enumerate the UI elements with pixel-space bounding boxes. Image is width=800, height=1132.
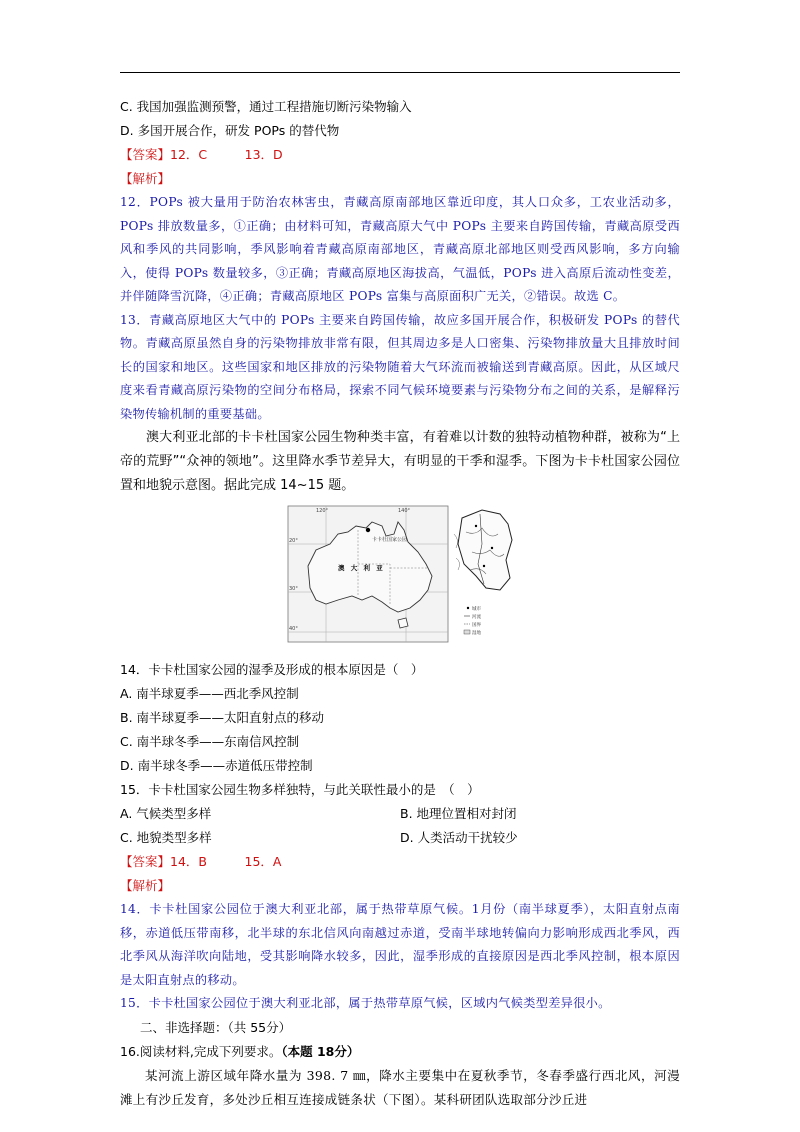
lon-label-120: 120° <box>316 508 329 514</box>
legend-item-border: 国界 <box>472 623 481 628</box>
q14-option-a: A. 南半球夏季——西北季风控制 <box>120 686 299 701</box>
analysis-tag: 【解析】 <box>120 171 171 186</box>
section-2-heading: 二、非选择题：（共 55分） <box>140 1019 292 1035</box>
lat-label-20: 20° <box>289 538 298 544</box>
explanation-14: 14．卡卡杜国家公园位于澳大利亚北部，属于热带草原气候。1月份（南半球夏季），太阳直射点南移，赤道低压带南移，北半球的东北信风向南越过赤道，受南半球地转偏向力影响形成西北季风，西北季风从海洋吹向陆地，受其影响降水较多，因此，湿季形成的直接原因是西北季风控制，根本原因是太阳直射点的移动。 <box>120 902 680 987</box>
document-page <box>120 95 680 1112</box>
legend-item-city: 城市 <box>472 607 481 612</box>
map-legend <box>464 605 481 636</box>
q15-option-d: D. 人类活动干扰较少 <box>400 830 518 845</box>
kakadu-map-figure <box>286 504 534 644</box>
lat-label-40: 40° <box>289 626 298 632</box>
q15-option-c: C. 地貌类型多样 <box>120 830 212 845</box>
q16-score: （本题 18分） <box>281 1043 360 1059</box>
answer-row-2 <box>120 850 680 874</box>
answer-tag: 【答案】 <box>120 854 171 869</box>
q13-option-c: C. 我国加强监测预警，通过工程措施切断污染物输入 <box>120 99 412 114</box>
analysis-tag: 【解析】 <box>120 878 171 893</box>
q15-options-row-2 <box>120 826 680 850</box>
q14-option-d: D. 南半球冬季——赤道低压带控制 <box>120 758 313 773</box>
header-rule <box>120 72 680 73</box>
lon-label-140: 140° <box>398 508 411 514</box>
australia-map-image <box>286 504 534 644</box>
q16-stem-row <box>120 1040 680 1064</box>
explanation-12: 12．POPs 被大量用于防治农林害虫，青藏高原南部地区靠近印度，其人口众多，工农业活动多，POPs 排放数量多，①正确；由材料可知，青藏高原大气中 POPs 主要来自跨国传输，青藏高原受西风和季风的共同影响，季风影响着青藏高原南部地区，青藏高原北部地区则受西风影响，多方向输入，使得 POPs 数量较多，③正确；青藏高原地区海拔高，气温低，POPs 进入高原后流动性变差，并伴随降雪沉降，④正确；青藏高原地区 POPs 富集与高原面积广无关，②错误。故选 C。 <box>120 195 680 303</box>
q16-stem: 16.阅读材料,完成下列要求。 <box>120 1043 282 1059</box>
explanation-15: 15．卡卡杜国家公园位于澳大利亚北部，属于热带草原气候，区域内气候类型差异很小。 <box>120 996 611 1010</box>
answer-text: 12．C 13．D <box>170 147 283 162</box>
continent-label: 澳 大 利 亚 <box>338 564 385 572</box>
answer-text: 14．B 15．A <box>170 854 282 869</box>
q14-option-c: C. 南半球冬季——东南信风控制 <box>120 734 300 749</box>
legend-item-river: 河流 <box>472 615 481 620</box>
q16-material: 某河流上游区域年降水量为 398. 7 ㎜，降水主要集中在夏秋季节，冬春季盛行西北风，河漫滩上有沙丘发育，多处沙丘相互连接成链条状（下图）。某科研团队选取部分沙丘进 <box>120 1067 680 1107</box>
lat-label-30: 30° <box>289 586 298 592</box>
q14-option-b: B. 南半球夏季——太阳直射点的移动 <box>120 710 325 725</box>
answer-row-1 <box>120 143 680 167</box>
legend-item-wetland: 湿地 <box>472 631 481 636</box>
q15-stem: 15．卡卡杜国家公园生物多样独特，与此关联性最小的是 （ ） <box>120 782 480 797</box>
q15-option-b: B. 地理位置相对封闭 <box>400 806 517 821</box>
material-intro: 澳大利亚北部的卡卡杜国家公园生物种类丰富，有着难以计数的独特动植物种群，被称为“上帝的荒野”“众神的领地”。这里降水季节差异大，有明显的干季和湿季。下图为卡卡杜国家公园位置和地貌示意图。据此完成 14~15 题。 <box>120 430 680 493</box>
answer-tag: 【答案】 <box>120 147 171 162</box>
q15-options-row-1 <box>120 802 680 826</box>
park-label: 卡卡杜国家公园 <box>372 537 408 543</box>
explanation-13: 13．青藏高原地区大气中的 POPs 主要来自跨国传输，故应多国开展合作，积极研发 POPs 的替代物。青藏高原虽然自身的污染物排放非常有限，但其周边多是人口密集、污染物排放量大且排放时间长的国家和地区。这些国家和地区排放的污染物随着大气环流而被输送到青藏高原。因此，从区域尺度来看青藏高原污染物的空间分布格局，探索不同气候环境要素与污染物分布之间的关系，是解释污染物传输机制的重要基础。 <box>120 312 680 421</box>
q13-option-d: D. 多国开展合作，研发 POPs 的替代物 <box>120 123 340 138</box>
q14-stem: 14．卡卡杜国家公园的湿季及形成的根本原因是（ ） <box>120 662 424 677</box>
q15-option-a: A. 气候类型多样 <box>120 806 212 821</box>
